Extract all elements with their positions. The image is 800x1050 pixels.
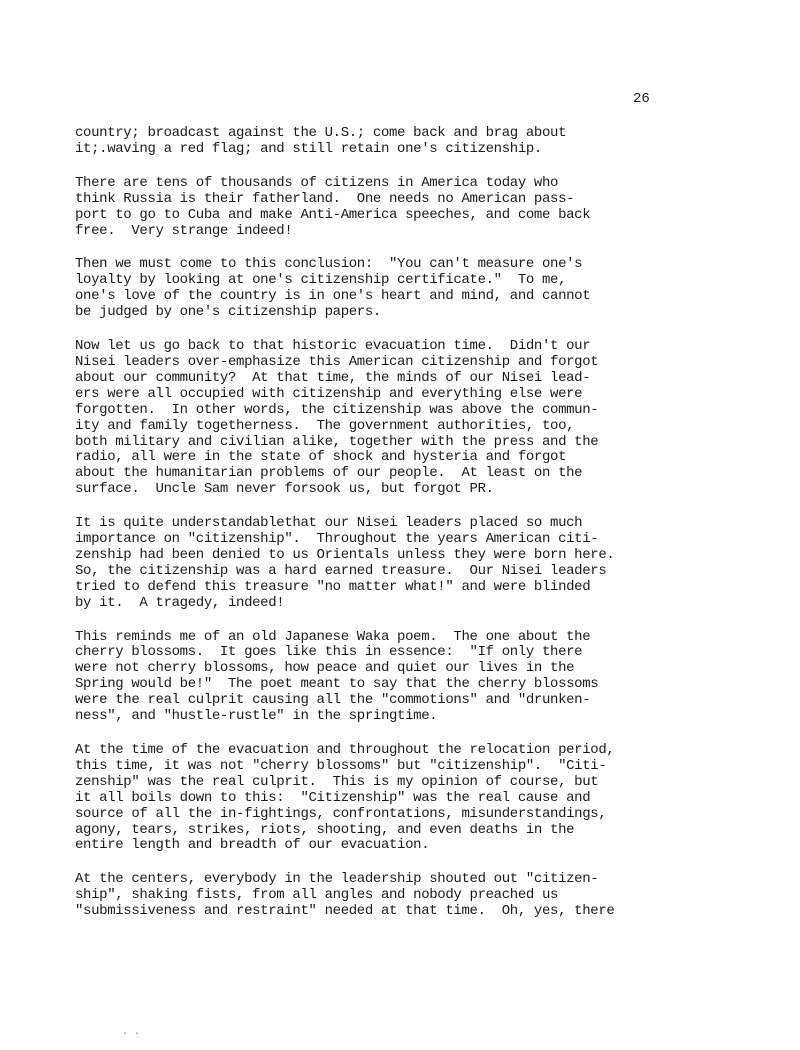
text-line: agony, tears, strikes, riots, shooting, and even deaths in the	[75, 821, 575, 838]
text-line: ness", and "hustle-rustle" in the springtime.	[75, 708, 438, 725]
paragraph	[75, 176, 735, 240]
text-line: country; broadcast against the U.S.; come back and brag about	[75, 125, 567, 141]
text-line: it;.waving a red flag; and still retain one's citizenship.	[75, 140, 542, 157]
text-line: about our community? At that time, the minds of our Nisei lead-	[75, 369, 591, 386]
text-line: Nisei leaders over-emphasize this American citizenship and forgot	[75, 353, 599, 370]
text-line: by it. A tragedy, indeed!	[75, 594, 285, 611]
paragraph	[75, 630, 735, 725]
text-line: think Russia is their fatherland. One needs no American pass-	[75, 190, 575, 207]
text-line: importance on "citizenship". Throughout the years American citi-	[75, 531, 599, 548]
text-line: forgotten. In other words, the citizenship was above the commun-	[75, 401, 599, 418]
page-body	[75, 126, 735, 938]
text-line: be judged by one's citizenship papers.	[75, 304, 381, 321]
paragraph	[75, 743, 735, 854]
text-line: ity and family togetherness. The government authorities, too,	[75, 417, 575, 434]
text-line: were not cherry blossoms, how peace and quiet our lives in the	[75, 660, 575, 677]
paragraph	[75, 126, 735, 158]
text-line: At the centers, everybody in the leadership shouted out "citizen-	[75, 871, 599, 888]
paragraph	[75, 339, 735, 498]
paragraph	[75, 516, 735, 611]
stray-mark: · ·	[122, 1029, 141, 1040]
paragraph	[75, 257, 735, 321]
text-line: about the humanitarian problems of our people. At least on the	[75, 465, 583, 482]
text-line: were the real culprit causing all the "commotions" and "drunken-	[75, 692, 591, 709]
text-line: Then we must come to this conclusion: "You can't measure one's	[75, 256, 583, 273]
text-line: both military and civilian alike, together with the press and the	[75, 433, 599, 450]
text-line: Now let us go back to that historic evacuation time. Didn't our	[75, 338, 591, 355]
text-line: it all boils down to this: "Citizenship" was the real cause and	[75, 789, 591, 806]
text-line: There are tens of thousands of citizens in America today who	[75, 174, 559, 191]
text-line: zenship had been denied to us Orientals unless they were born here.	[75, 546, 615, 563]
text-line: one's love of the country is in one's heart and mind, and cannot	[75, 288, 591, 305]
text-line: entire length and breadth of our evacuation.	[75, 837, 430, 854]
text-line: So, the citizenship was a hard earned treasure. Our Nisei leaders	[75, 562, 607, 579]
paragraph	[75, 872, 735, 920]
text-line: loyalty by looking at one's citizenship certificate." To me,	[75, 272, 567, 289]
text-line: radio, all were in the state of shock and hysteria and forgot	[75, 449, 567, 466]
text-line: free. Very strange indeed!	[75, 222, 293, 239]
text-line: this time, it was not "cherry blossoms" but "citizenship". "Citi-	[75, 757, 607, 774]
text-line: zenship" was the real culprit. This is my opinion of course, but	[75, 773, 599, 790]
text-line: tried to defend this treasure "no matter what!" and were blinded	[75, 578, 591, 595]
text-line: This reminds me of an old Japanese Waka poem. The one about the	[75, 628, 591, 645]
text-line: "submissiveness and restraint" needed at that time. Oh, yes, there	[75, 903, 615, 920]
text-line: ship", shaking fists, from all angles and nobody preached us	[75, 887, 559, 904]
text-line: source of all the in-fightings, confrontations, misunderstandings,	[75, 805, 607, 822]
text-line: port to go to Cuba and make Anti-America speeches, and come back	[75, 206, 591, 223]
text-line: ers were all occupied with citizenship and everything else were	[75, 385, 583, 402]
text-line: surface. Uncle Sam never forsook us, but forgot PR.	[75, 481, 494, 498]
text-line: It is quite understandablethat our Nisei leaders placed so much	[75, 515, 583, 532]
text-line: Spring would be!" The poet meant to say that the cherry blossoms	[75, 676, 599, 693]
text-line: At the time of the evacuation and throughout the relocation period,	[75, 742, 615, 758]
page-number: 26	[633, 91, 650, 107]
text-line: cherry blossoms. It goes like this in essence: "If only there	[75, 644, 583, 661]
